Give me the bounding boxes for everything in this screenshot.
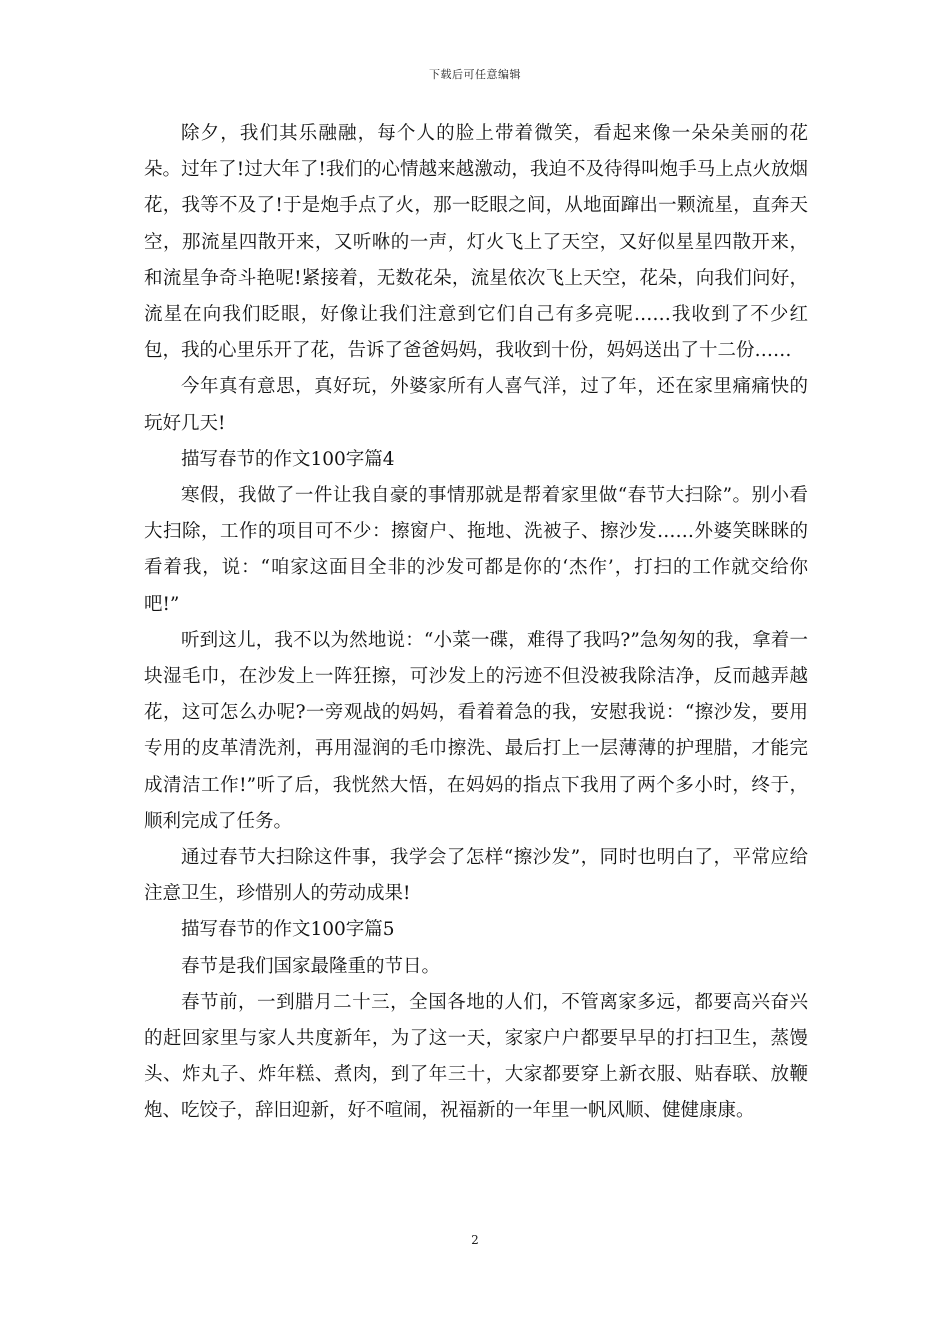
document-body: [144, 116, 808, 1130]
section-heading-4: 描写春节的作文100字篇4: [181, 448, 395, 470]
paragraph-4: 听到这儿，我不以为然地说：“小菜一碟，难得了我吗?”急匆匆的我，拿着一块湿毛巾，在沙发上一阵狂擦，可沙发上的污迹不但没被我除洁净，反而越弄越花，这可怎么办呢?一旁观战的妈妈，看着着急的我，安慰我说：“擦沙发，要用专用的皮革清洗剂，再用湿润的毛巾擦洗、最后打上一层薄薄的护理腊，才能完成清洁工作!”听了后，我恍然大悟，在妈妈的指点下我用了两个多小时，终于，顺利完成了任务。: [144, 629, 808, 832]
page-number: 2: [471, 1233, 479, 1247]
paragraph-5: 通过春节大扫除这件事，我学会了怎样“擦沙发”，同时也明白了，平常应给注意卫生，珍惜别人的劳动成果!: [144, 847, 808, 905]
section-heading-5: 描写春节的作文100字篇5: [181, 919, 395, 941]
paragraph-6: 春节是我们国家最隆重的节日。: [181, 955, 441, 977]
paragraph-2: 今年真有意思，真好玩，外婆家所有人喜气洋，过了年，还在家里痛痛快的玩好几天!: [144, 376, 808, 434]
page-header: 下载后可任意编辑: [429, 68, 521, 81]
paragraph-3: 寒假，我做了一件让我自豪的事情那就是帮着家里做“春节大扫除”。别小看大扫除，工作的项目可不少：擦窗户、拖地、洗被子、擦沙发……外婆笑眯眯的看着我，说：“咱家这面目全非的沙发可都是你的‘杰作’，打扫的工作就交给你吧!”: [144, 485, 808, 615]
paragraph-1: 除夕，我们其乐融融，每个人的脸上带着微笑，看起来像一朵朵美丽的花朵。过年了!过大年了!我们的心情越来越激动，我迫不及待得叫炮手马上点火放烟花，我等不及了!于是炮手点了火，那一眨眼之间，从地面蹿出一颗流星，直奔天空，那流星四散开来，又听咻的一声，灯火飞上了天空，又好似星星四散开来，和流星争奇斗艳呢!紧接着，无数花朵，流星依次飞上天空，花朵，向我们问好，流星在向我们眨眼，好像让我们注意到它们自己有多亮呢……我收到了不少红包，我的心里乐开了花，告诉了爸爸妈妈，我收到十份，妈妈送出了十二份……: [144, 123, 808, 362]
paragraph-7: 春节前，一到腊月二十三，全国各地的人们，不管离家多远，都要高兴奋兴的赶回家里与家人共度新年，为了这一天，家家户户都要早早的打扫卫生，蒸馒头、炸丸子、炸年糕、煮肉，到了年三十，大家都要穿上新衣服、贴春联、放鞭炮、吃饺子，辞旧迎新，好不喧闹，祝福新的一年里一帆风顺、健健康康。: [144, 991, 808, 1122]
